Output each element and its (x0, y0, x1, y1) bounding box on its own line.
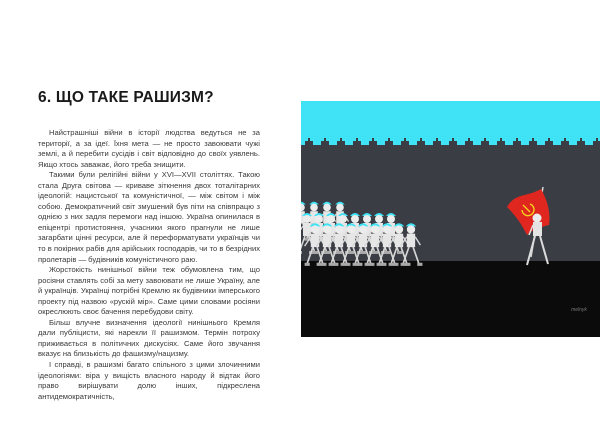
page-title: 6. ЩО ТАКЕ РАШИЗМ? (38, 89, 214, 106)
paragraph-3: Жорстокість нинішньої війни теж обумовлена тим, що росіяни ставлять собі за мету завоювати не лише Україну, але й українців. Українці потрібні Кремлю як будівники імперського проекту під назвою «рускій мір». Саме цими словами росіяни окреслюють своє бачення перебудови світу. (38, 265, 260, 317)
paragraph-1: Найстрашніші війни в історії людства ведуться не за території, а за ідеї. Їхня мета — не просто завоювати чужі землі, а й перебити сусідів і світ відповідно до своїх уявлень. Якщо хтось заважає, його треба знищити. (38, 128, 260, 169)
body-text (38, 128, 260, 402)
paragraph-5: І справді, в рашизмі багато спільного з цими злочинними ідеологіями: віра у вищість власного народу й відтак його право вирішувати долю інших, підкреслена антидемократичність, (38, 360, 260, 401)
paragraph-2: Такими були релігійні війни у XVI—XVII століттях. Такою стала Друга світова — криваве зіткнення двох тоталітарних ідеологій: нацистської та комуністичної, — між світом і між собою. Демократичний світ змушений був піти на співпрацю з однією з них задля перемоги над іншою. Україна опинилася в епіцентрі протистояння, учасники якого прагнули не лише загарбати цінні ресурси, але й переформатувати українців чи то в покірних рабів для арійських господарів, чи то в безрідних пролетарів — будівників комуністичного раю. (38, 170, 260, 264)
marching-skeletons-illustration (301, 101, 600, 337)
ground (301, 261, 600, 337)
paragraph-4: Більш влучне визначення ідеології нинішнього Кремля дали публіцисти, які нарекли її рашизмом. Термін потроху приживається в політичних дискусіях. Саме його звучання вказує на близькість до фашизму/нацизму. (38, 317, 260, 359)
illustration (301, 101, 600, 337)
kremlin-wall (301, 138, 600, 265)
artist-signature: melnyk (571, 307, 587, 313)
